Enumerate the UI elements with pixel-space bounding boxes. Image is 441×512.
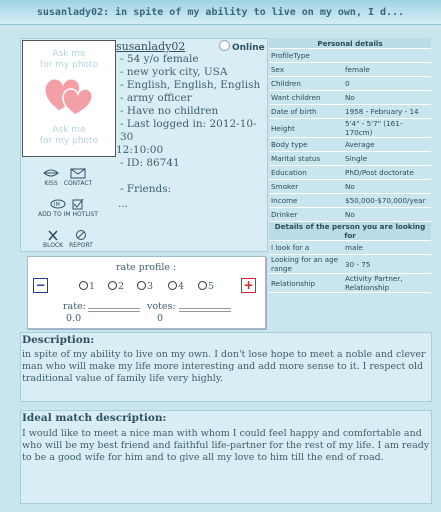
pd-key: Drinker: [269, 208, 343, 222]
radio-circle-icon: [108, 281, 117, 290]
profile-photo-placeholder[interactable]: [22, 40, 116, 157]
rate-profile-title: rate profile :: [116, 262, 177, 273]
rate-down-button[interactable]: −: [33, 278, 48, 293]
online-status: Online: [219, 40, 265, 53]
envelope-icon: [70, 168, 86, 179]
votes-value: 0: [157, 313, 164, 324]
profile-location: - new york city, USA: [120, 66, 228, 78]
svg-text:IM: IM: [54, 202, 60, 208]
lf-value: Activity Partner, Relationship: [343, 274, 431, 293]
profile-age: - 54 y/o female: [120, 53, 199, 65]
pd-value: 1958 - February - 14: [343, 105, 431, 119]
personal-details-table: [269, 38, 431, 293]
votes-label: votes:: [147, 301, 176, 312]
profile-last-logged: - Last logged in: 2012-10-30: [120, 118, 257, 143]
ideal-match-title: Ideal match description:: [22, 412, 167, 424]
pd-key: Height: [269, 119, 343, 138]
window-title: susanlady02: in spite of my ability to live on my own, I d...: [36, 7, 405, 18]
rating-box: [27, 256, 266, 329]
add-to-hotlist-button[interactable]: IM ADD TO IM HOTLIST: [34, 199, 102, 218]
profile-id: - ID: 86741: [120, 157, 180, 169]
votes-underline: [179, 308, 231, 312]
lf-row: [269, 255, 431, 274]
pd-value: Average: [343, 138, 431, 152]
pd-row: [269, 180, 431, 194]
lf-row: [269, 241, 431, 255]
pd-value: No: [343, 208, 431, 222]
pd-key: Income: [269, 194, 343, 208]
rating-option-2[interactable]: 2: [108, 281, 124, 292]
rate-up-button[interactable]: +: [241, 278, 256, 293]
ask-photo-text-top: Ask me for my photo: [39, 49, 99, 70]
profile-last-logged-time: 12:10:00: [116, 144, 164, 156]
rating-option-5[interactable]: 5: [198, 281, 214, 292]
window-title-bar: [0, 0, 441, 25]
pd-row: [269, 166, 431, 180]
pd-row: [269, 152, 431, 166]
radio-circle-icon: [168, 281, 177, 290]
pd-key: Education: [269, 166, 343, 180]
chat-check-icon: [48, 199, 88, 210]
pd-row: [269, 49, 431, 63]
pd-value: 0: [343, 77, 431, 91]
pd-key: Children: [269, 77, 343, 91]
report-button[interactable]: REPORT: [66, 230, 96, 249]
pd-value: No: [343, 180, 431, 194]
pd-key: Sex: [269, 63, 343, 77]
pd-value: [343, 49, 431, 63]
rate-value: 0.0: [66, 313, 82, 324]
radio-circle-icon: [137, 281, 146, 290]
pd-row: [269, 91, 431, 105]
radio-circle-icon: [198, 281, 207, 290]
lf-value: male: [343, 241, 431, 255]
radio-circle-icon: [79, 281, 88, 290]
contact-button[interactable]: CONTACT: [62, 168, 94, 187]
friends-label: - Friends:: [120, 183, 172, 195]
pd-row: [269, 63, 431, 77]
block-button[interactable]: BLOCK: [41, 230, 65, 249]
ask-photo-text-bottom: Ask me for my photo: [39, 125, 99, 146]
pd-value: 5'4" - 5'7" (161-170cm): [343, 119, 431, 138]
pd-value: female: [343, 63, 431, 77]
kiss-icon: [43, 168, 59, 179]
pd-key: Want children: [269, 91, 343, 105]
rating-option-1[interactable]: 1: [79, 281, 95, 292]
lf-key: Looking for an age range: [269, 255, 343, 274]
report-icon: [75, 230, 87, 241]
profile-occupation: - army officer: [120, 92, 192, 104]
pd-key: Marital status: [269, 152, 343, 166]
block-icon: [47, 230, 59, 241]
rate-underline: [88, 308, 140, 312]
pd-key: Date of birth: [269, 105, 343, 119]
profile-languages: - English, English, English: [120, 79, 261, 91]
pd-value: No: [343, 91, 431, 105]
lf-row: [269, 274, 431, 293]
profile-info: [116, 40, 266, 211]
username-link[interactable]: susanlady02: [116, 40, 186, 53]
rate-label: rate:: [63, 301, 86, 312]
lf-key: Relationship: [269, 274, 343, 293]
pd-value: $50,000-$70,000/year: [343, 194, 431, 208]
pd-row: [269, 194, 431, 208]
kiss-button[interactable]: KISS: [40, 168, 62, 187]
ideal-match-text: I would like to meet a nice man with whom I could feel happy and comfortable and who will be my best friend and faithful life-partner for the rest of my life. I am ready to be a good wife for him and to give all my love to him till the end of road.: [22, 428, 430, 463]
lf-value: 30 - 75: [343, 255, 431, 274]
hearts-icon: [45, 77, 93, 117]
personal-details-title: Personal details: [269, 38, 431, 49]
pd-key: Body type: [269, 138, 343, 152]
friends-more[interactable]: ...: [118, 198, 129, 210]
pd-value: PhD/Post doctorate: [343, 166, 431, 180]
pd-row: [269, 77, 431, 91]
pd-row: [269, 119, 431, 138]
lf-key: I look for a: [269, 241, 343, 255]
pd-row: [269, 138, 431, 152]
pd-key: ProfileType: [269, 49, 343, 63]
rating-option-3[interactable]: 3: [137, 281, 153, 292]
pd-row: [269, 105, 431, 119]
profile-children: - Have no children: [120, 105, 219, 117]
rating-option-4[interactable]: 4: [168, 281, 184, 292]
pd-row: [269, 208, 431, 222]
description-text: in spite of my ability to live on my own. I don't lose hope to meet a noble and clever man who will make my life more interesting and add more sense to it. I respect old traditional value of family life very highly.: [22, 349, 426, 384]
looking-for-title: Details of the person you are looking for: [269, 222, 431, 241]
pd-key: Smoker: [269, 180, 343, 194]
pd-value: Single: [343, 152, 431, 166]
description-title: Description:: [22, 334, 95, 346]
